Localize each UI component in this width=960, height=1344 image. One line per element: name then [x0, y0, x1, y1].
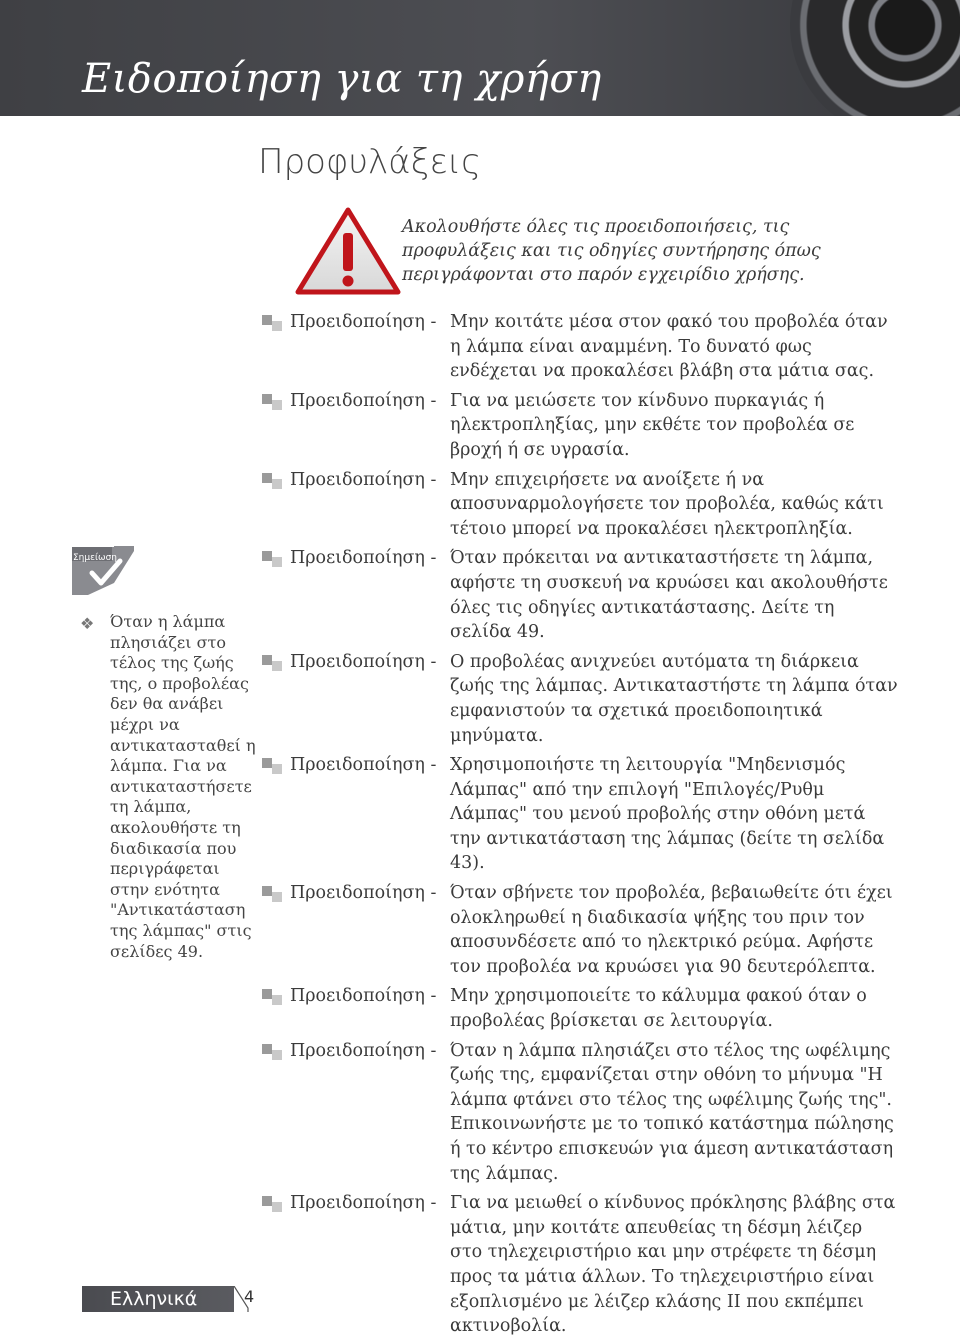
page-header — [0, 0, 960, 116]
square-bullet-icon — [258, 389, 290, 413]
warning-label: Προειδοποίηση - — [290, 312, 437, 332]
square-bullet-icon — [258, 650, 290, 674]
checkmark-note-icon — [68, 543, 138, 599]
warning-list — [258, 310, 898, 1344]
warning-item — [258, 546, 898, 644]
warning-text: Ο προβολέας ανιχνεύει αυτόματα τη διάρκεια ζωής της λάμπας. Αντικαταστήστε τη λάμπα όταν εμφανιστούν τα σχετικά προειδοποιητικά μηνύματα. — [450, 651, 898, 746]
warning-item — [258, 881, 898, 979]
square-bullet-icon — [258, 310, 290, 334]
warning-text: Όταν σβήνετε τον προβολέα, βεβαιωθείτε ότι έχει ολοκληρωθεί η διαδικασία ψήξης του πριν τον αποσυνδέσετε από το ηλεκτρικό ρεύμα. Αφήστε τον προβολέα να κρυώσει για 90 δευτερόλεπτα. — [450, 883, 893, 977]
square-bullet-icon — [258, 1039, 290, 1063]
warning-label: Προειδοποίηση - — [290, 986, 437, 1007]
warning-item — [258, 310, 898, 384]
note-text: Όταν η λάμπα πλησιάζει στο τέλος της ζωής της, ο προβολέας δεν θα ανάβει μέχρι να αντικατασταθεί η λάμπα. Για να αντικαταστήσετε τη λάμπα, ακολουθήστε τη διαδικασία που περιγράφεται στην ενότητα "Αντικατάσταση της λάμπας" στις σελίδες 49. — [110, 612, 256, 961]
warning-text: Μην χρησιμοποιείτε το κάλυμμα φακού όταν ο προβολέας βρίσκεται σε λειτουργία. — [450, 986, 867, 1032]
warning-label: Προειδοποίηση - — [290, 1040, 437, 1061]
warning-item — [258, 468, 898, 542]
square-bullet-icon — [258, 984, 290, 1008]
intro-text: Ακολουθήστε όλες τις προειδοποιήσεις, τις προφυλάξεις και τις οδηγίες συντήρησης όπως περιγράφονται στο παρόν εγχειρίδιο χρήσης. — [402, 217, 821, 285]
warning-label: Προειδοποίηση - — [290, 883, 437, 904]
page-number: 4 — [244, 1287, 255, 1306]
warning-label: Προειδοποίηση - — [290, 1193, 437, 1214]
warning-text: Χρησιμοποιήστε τη λειτουργία "Μηδενισμός Λάμπας" από την επιλογή "Επιλογές/Ρυθμ Λάμπας" του μενού προβολής στην οθόνη μετά την αντικατάσταση της λάμπας (δείτε τη σελίδα 43). — [450, 755, 885, 874]
warning-triangle-icon — [295, 207, 401, 295]
warning-text: Μην επιχειρήσετε να ανοίξετε ή να αποσυναρμολογήσετε τον προβολέα, καθώς κάτι τέτοιο μπορεί να προκαλέσει ηλεκτροπληξία. — [450, 469, 884, 539]
warning-item — [258, 1191, 898, 1339]
square-bullet-icon — [258, 881, 290, 905]
note-label: Σημείωση — [73, 553, 117, 563]
projector-lens-graphic — [790, 0, 960, 116]
warning-item — [258, 984, 898, 1033]
warning-label: Προειδοποίηση - — [290, 755, 437, 776]
warning-text: Για να μειωθεί ο κίνδυνος πρόκλησης βλάβης στα μάτια, μην κοιτάτε απευθείας τη δέσμη λέιζερ στο τηλεχειριστήριο και μην στρέφετε τη δέσμη προς τα μάτια άλλων. Το τηλεχειριστήριο είναι εξοπλισμένο με λέιζερ κλάσης II που εκπέμπει ακτινοβολία. — [450, 1193, 896, 1337]
warning-label: Προειδοποίηση - — [290, 390, 437, 411]
warning-item — [258, 753, 898, 876]
square-bullet-icon — [258, 1191, 290, 1215]
warning-item — [258, 650, 898, 748]
square-bullet-icon — [258, 546, 290, 570]
footer-language: Ελληνικά — [110, 1288, 198, 1310]
warning-label: Προειδοποίηση - — [290, 651, 437, 672]
section-title: Προφυλάξεις — [258, 142, 482, 182]
warning-text: Όταν η λάμπα πλησιάζει στο τέλος της ωφέλιμης ζωής της, εμφανίζεται στην οθόνη το μήνυμα "Η λάμπα φτάνει στο τέλος της ωφέλιμης ζωής της". Επικοινωνήστε με το τοπικό κατάστημα πώλησης ή το κέντρο επισκευών για άμεση αντικατάσταση της λάμπας. — [450, 1040, 894, 1184]
warning-text: Μην κοιτάτε μέσα στον φακό του προβολέα όταν η λάμπα είναι αναμμένη. Το δυνατό φως ενδέχεται να προκαλέσει βλάβη στα μάτια σας. — [450, 312, 888, 382]
header-title: Ειδοποίηση για τη χρήση — [82, 56, 602, 102]
warning-label: Προειδοποίηση - — [290, 548, 437, 569]
note-bullet-icon: ❖ — [80, 614, 95, 633]
square-bullet-icon — [258, 753, 290, 777]
square-bullet-icon — [258, 468, 290, 492]
warning-item — [258, 389, 898, 463]
warning-text: Όταν πρόκειται να αντικαταστήσετε τη λάμπα, αφήστε τη συσκευή να κρυώσει και ακολουθήστε όλες τις οδηγίες αντικατάστασης. Δείτε τη σελίδα 49. — [450, 548, 888, 643]
warning-item — [258, 1039, 898, 1187]
warning-label: Προειδοποίηση - — [290, 469, 437, 490]
warning-text: Για να μειώσετε τον κίνδυνο πυρκαγιάς ή ηλεκτροπληξίας, μην εκθέτε τον προβολέα σε βροχή ή σε υγρασία. — [450, 390, 855, 460]
